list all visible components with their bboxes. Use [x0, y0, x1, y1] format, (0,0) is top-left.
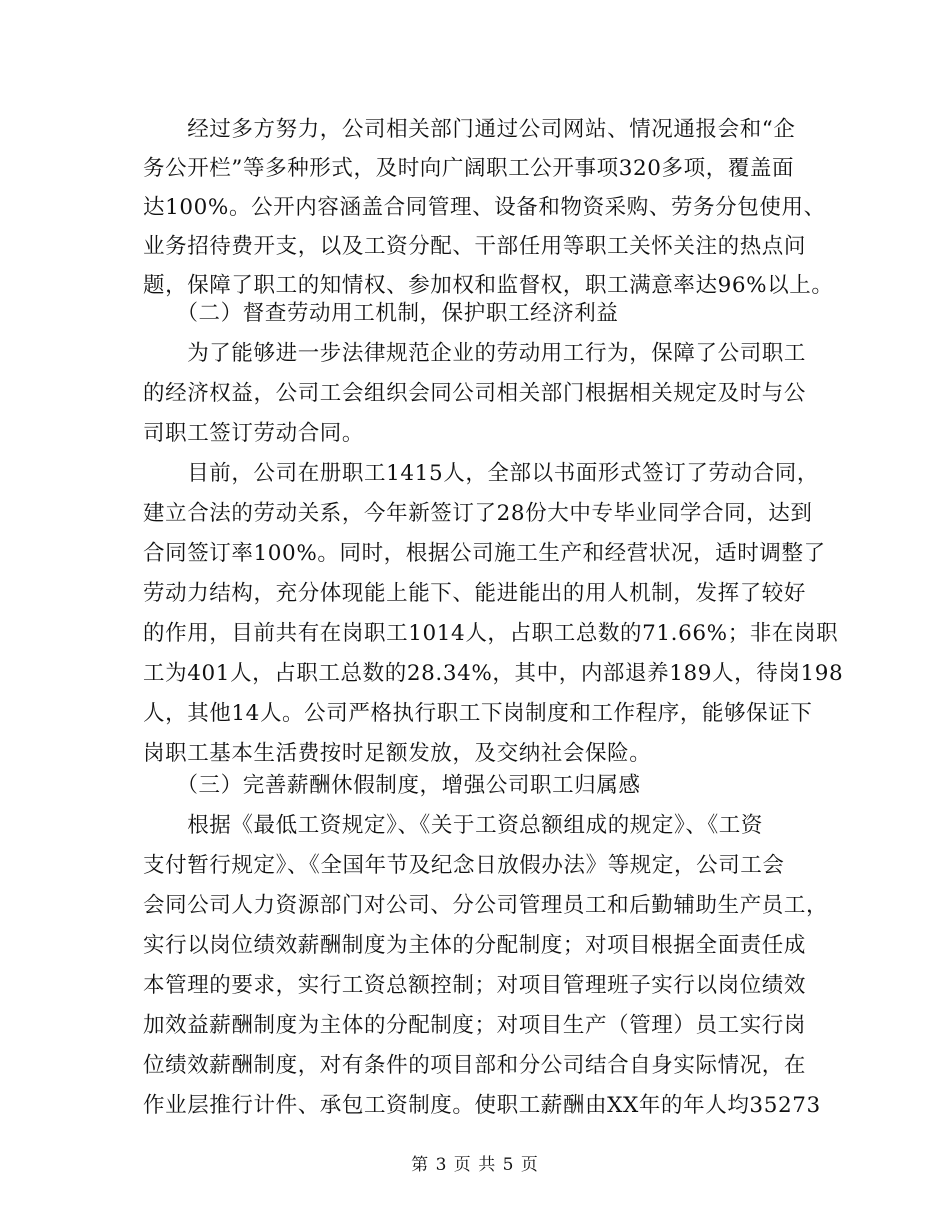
text-line: 合同签订率100%。同时，根据公司施工生产和经营状况，适时调整了 [143, 541, 826, 566]
text-line: 劳动力结构，充分体现能上能下、能进能出的用人机制，发挥了较好 [143, 581, 807, 606]
text-line: 目前，公司在册职工1415人，全部以书面形式签订了劳动合同， [143, 461, 819, 486]
text-line: 位绩效薪酬制度，对有条件的项目部和分公司结合自身实际情况，在 [143, 1053, 807, 1078]
text-line: 实行以岗位绩效薪酬制度为主体的分配制度；对项目根据全面责任成 [143, 933, 807, 958]
text-line: 加效益薪酬制度为主体的分配制度；对项目生产（管理）员工实行岗 [143, 1013, 807, 1038]
text-line: 会同公司人力资源部门对公司、分公司管理员工和后勤辅助生产员工， [143, 893, 829, 918]
text-line: 达100%。公开内容涵盖合同管理、设备和物资采购、劳务分包使用、 [143, 195, 826, 220]
text-line: 的作用，目前共有在岗职工1014人，占职工总数的71.66%；非在岗职 [143, 621, 839, 646]
text-line: 本管理的要求，实行工资总额控制；对项目管理班子实行以岗位绩效 [143, 973, 807, 998]
page-footer: 第 3 页 共 5 页 [411, 1155, 539, 1175]
text-line: 司职工签订劳动合同。 [143, 421, 365, 446]
section-heading: （三）完善薪酬休假制度，增强公司职工归属感 [143, 773, 641, 798]
text-line: 建立合法的劳动关系，今年新签订了28份大中专毕业同学合同，达到 [143, 501, 813, 526]
text-line: 岗职工基本生活费按时足额发放，及交纳社会保险。 [143, 741, 652, 766]
text-line: 的经济权益，公司工会组织会同公司相关部门根据相关规定及时与公 [143, 381, 807, 406]
text-line: 根据《最低工资规定》、《关于工资总额组成的规定》、《工资 [143, 813, 764, 838]
text-line: 业务招待费开支，以及工资分配、干部任用等职工关怀关注的热点问 [143, 234, 807, 259]
text-line: 支付暂行规定》、《全国年节及纪念日放假办法》等规定，公司工会 [143, 853, 785, 878]
section-heading: （二）督查劳动用工机制，保护职工经济利益 [143, 301, 619, 326]
text-line: 工为401人，占职工总数的28.34%，其中，内部退养189人，待岗198 [143, 661, 844, 686]
text-line: 作业层推行计件、承包工资制度。使职工薪酬由XX年的年人均35273 [143, 1093, 821, 1118]
text-line: 为了能够进一步法律规范企业的劳动用工行为，保障了公司职工 [143, 341, 807, 366]
text-line: 题，保障了职工的知情权、参加权和监督权，职工满意率达96%以上。 [143, 273, 834, 298]
text-line: 人，其他14人。公司严格执行职工下岗制度和工作程序，能够保证下 [143, 701, 813, 726]
text-line: 务公开栏”等多种形式，及时向广阔职工公开事项320多项，覆盖面 [143, 156, 795, 181]
text-line: 经过多方努力，公司相关部门通过公司网站、情况通报会和“企 [143, 117, 796, 142]
